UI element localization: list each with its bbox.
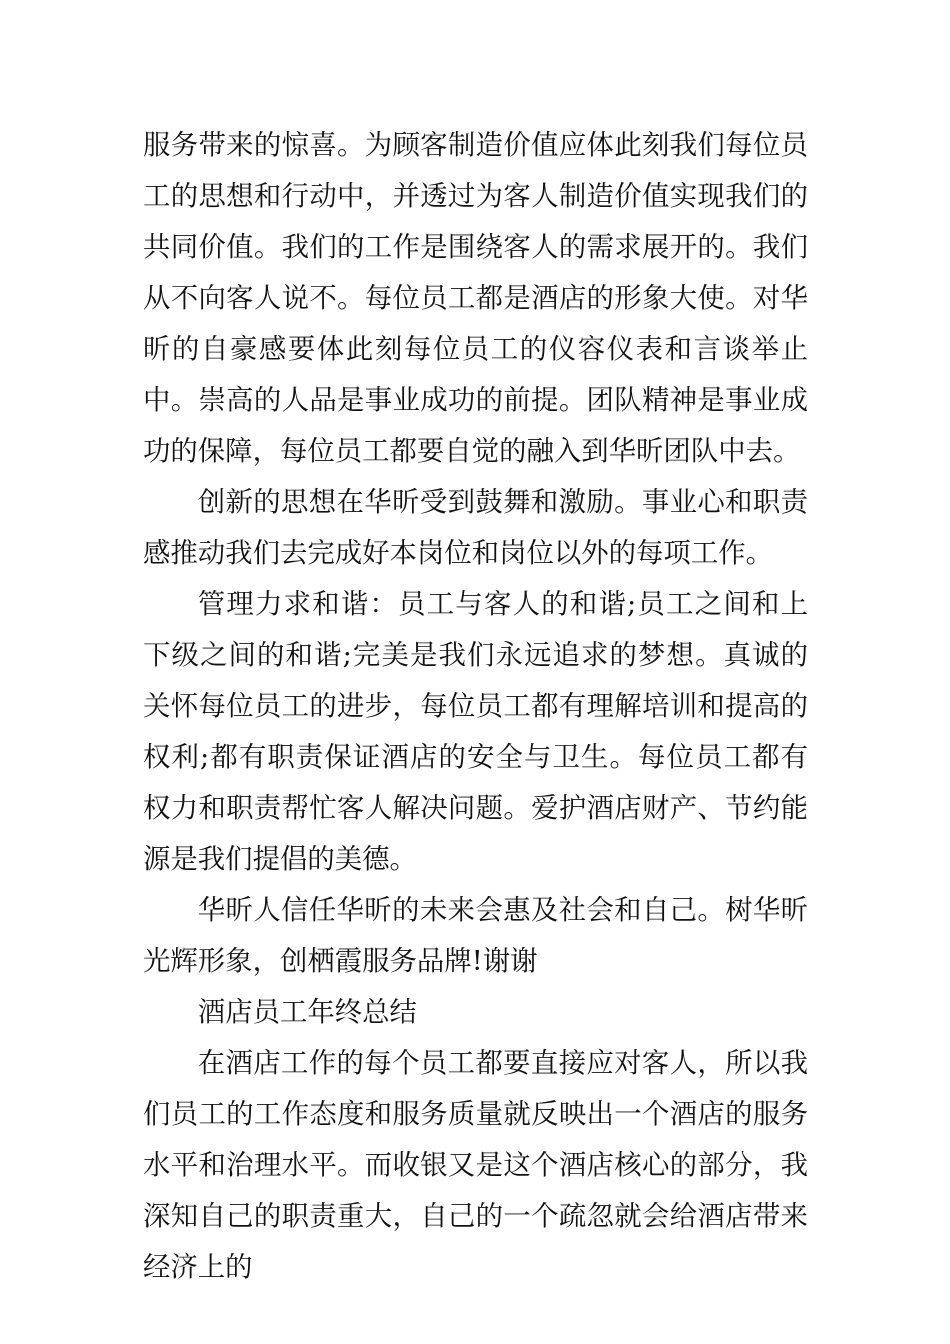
paragraph-summary: 在酒店工作的每个员工都要直接应对客人，所以我们员工的工作态度和服务质量就反映出一个酒店的服务水平和治理水平。而收银又是这个酒店核心的部分，我深知自己的职责重大，自己的一个疏忽就会给酒店带来经济上的 <box>143 1048 808 1283</box>
paragraph-future: 华昕人信任华昕的未来会惠及社会和自己。树华昕光辉形象，创栖霞服务品牌!谢谢 <box>143 895 808 977</box>
document-body <box>143 120 808 1293</box>
paragraph-innovation: 创新的思想在华昕受到鼓舞和激励。事业心和职责感推动我们去完成好本岗位和岗位以外的每项工作。 <box>143 487 808 569</box>
section-title: 酒店员工年终总结 <box>197 997 417 1028</box>
paragraph-management: 管理力求和谐：员工与客人的和谐;员工之间和上下级之间的和谐;完美是我们永远追求的梦想。真诚的关怀每位员工的进步，每位员工都有理解培训和提高的权利;都有职责保证酒店的安全与卫生。每位员工都有权力和职责帮忙客人解决问题。爱护酒店财产、节约能源是我们提倡的美德。 <box>143 589 808 875</box>
paragraph-continuation: 服务带来的惊喜。为顾客制造价值应体此刻我们每位员工的思想和行动中，并透过为客人制造价值实现我们的共同价值。我们的工作是围绕客人的需求展开的。我们从不向客人说不。每位员工都是酒店的形象大使。对华昕的自豪感要体此刻每位员工的仪容仪表和言谈举止中。崇高的人品是事业成功的前提。团队精神是事业成功的保障，每位员工都要自觉的融入到华昕团队中去。 <box>143 130 808 467</box>
